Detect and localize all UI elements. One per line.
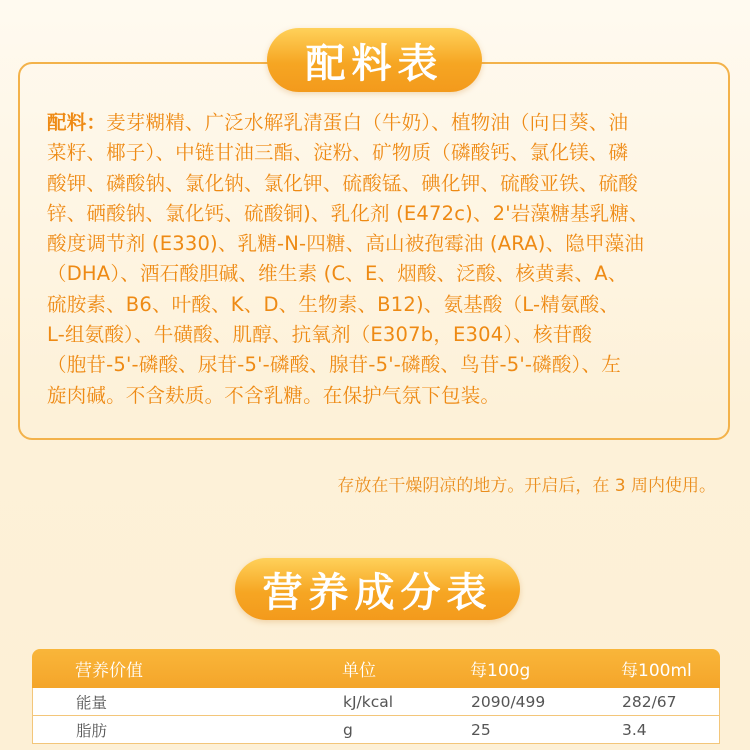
ingredients-line: 酸钾、磷酸钠、氯化钠、氯化钾、硫酸锰、碘化钾、硫酸亚铁、硫酸 xyxy=(47,171,639,195)
table-row xyxy=(32,716,720,744)
ingredients-line: 配料：麦芽糊精、广泛水解乳清蛋白（牛奶）、植物油（向日葵、油 xyxy=(47,111,629,134)
table-cell: g xyxy=(343,720,353,739)
ingredients-line: 酸度调节剂 (E330)、乳糖-N-四糖、高山被孢霉油 (ARA)、隐甲藻油 xyxy=(47,232,645,256)
ingredients-line: 锌、硒酸钠、氯化钙、硫酸铜)、乳化剂 (E472c)、2'岩藻糖基乳糖、 xyxy=(47,201,649,225)
header-cell: 营养价值 xyxy=(75,661,143,681)
header-cell: 每100ml xyxy=(621,661,692,681)
ingredients-line: 硫胺素、B6、叶酸、K、D、生物素、B12)、氨基酸（L-精氨酸、 xyxy=(47,292,620,316)
nutrition-table xyxy=(32,649,720,744)
table-cell: 脂肪 xyxy=(76,721,108,740)
table-cell: 282/67 xyxy=(622,692,677,711)
table-cell: 2090/499 xyxy=(471,692,546,711)
ingredients-title: 配料表 xyxy=(267,28,482,92)
nutrition-title: 营养成分表 xyxy=(235,558,520,620)
ingredients-line: （DHA）、酒石酸胆碱、维生素 (C、E、烟酸、泛酸、核黄素、A、 xyxy=(47,262,628,286)
ingredients-line: 旋肉碱。不含麸质。不含乳糖。在保护气氛下包装。 xyxy=(47,383,501,407)
table-cell: 能量 xyxy=(76,693,108,712)
table-cell: 25 xyxy=(471,720,491,739)
nutrition-table-header xyxy=(32,649,720,688)
ingredients-line: L-组氨酸）、牛磺酸、肌醇、抗氧剂（E307b，E304）、核苷酸 xyxy=(47,323,593,347)
ingredients-line: 菜籽、椰子）、中链甘油三酯、淀粉、矿物质（磷酸钙、氯化镁、磷 xyxy=(47,141,629,165)
table-row xyxy=(32,688,720,716)
ingredients-text xyxy=(47,108,719,411)
table-cell: kJ/kcal xyxy=(343,692,394,711)
header-cell: 单位 xyxy=(342,661,376,681)
ingredients-label: 配料： xyxy=(47,111,107,134)
ingredients-line: （胞苷-5'-磷酸、尿苷-5'-磷酸、腺苷-5'-磷酸、鸟苷-5'-磷酸）、左 xyxy=(47,353,621,377)
header-cell: 每100g xyxy=(470,661,531,681)
storage-note: 存放在干燥阴凉的地方。开启后，在 3 周内使用。 xyxy=(337,476,716,496)
table-cell: 3.4 xyxy=(622,720,647,739)
